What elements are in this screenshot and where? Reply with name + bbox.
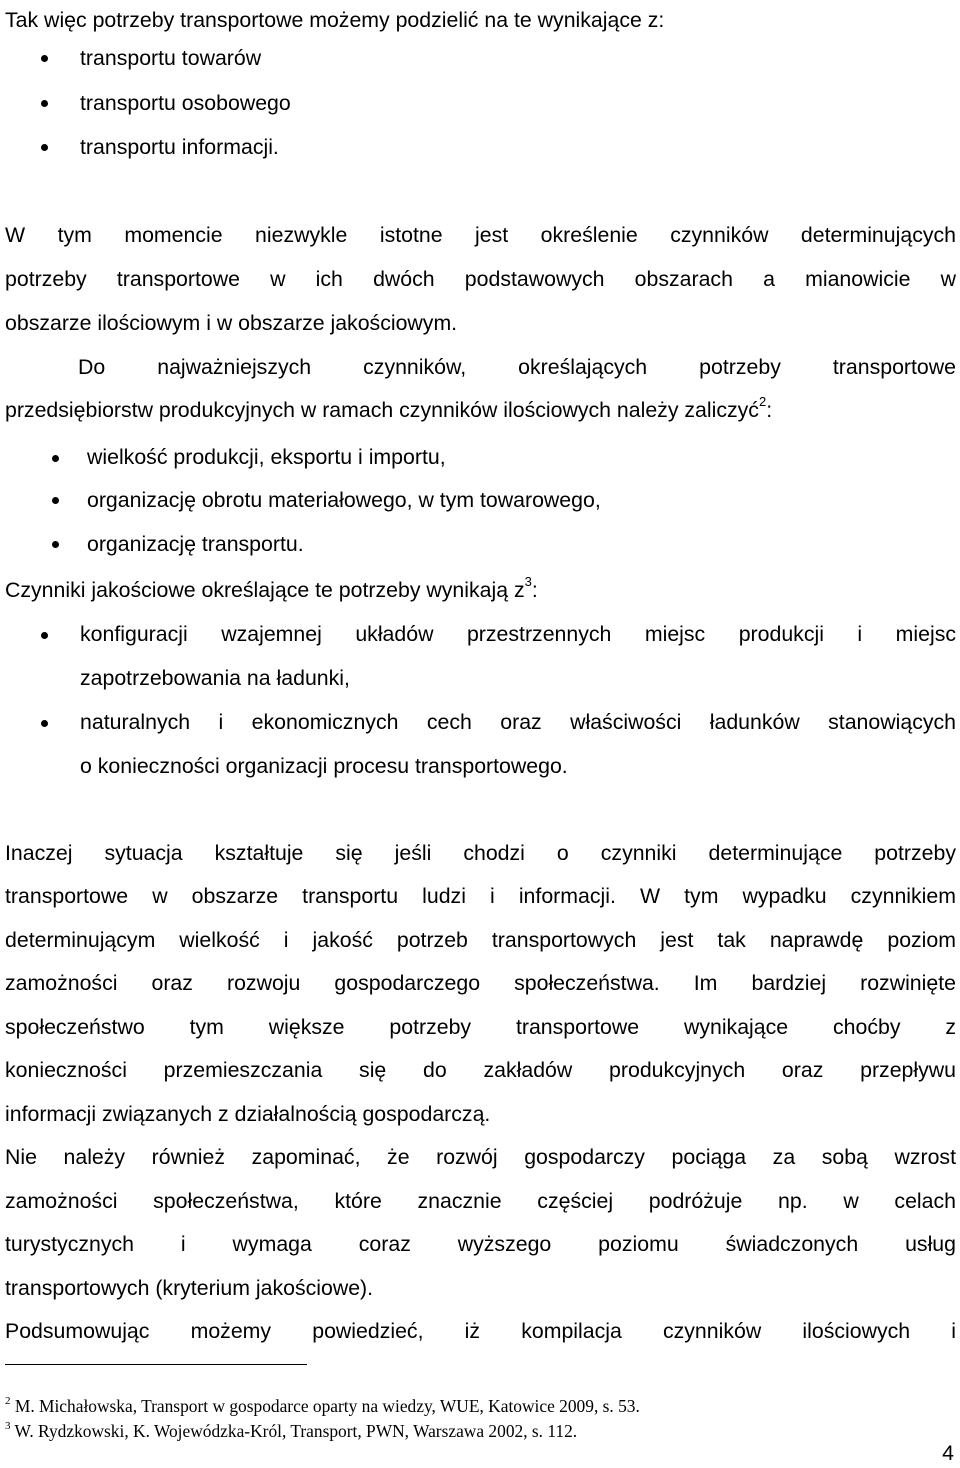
list-item: transportu osobowego xyxy=(80,91,291,115)
list-item: transportu towarów xyxy=(80,46,262,70)
bullet-icon xyxy=(52,455,59,462)
paragraph-line: turystycznych i wymaga coraz wyższego poziomu świadczonych usług xyxy=(5,1232,956,1256)
footnote: $^3$ W. Rydzkowski, K. Wojewódzka-Król, Transport, PWN, Warszawa 2002, s. 112. xyxy=(5,1419,578,1442)
paragraph-line: obszarze ilościowym i w obszarze jakościowym. xyxy=(5,311,458,335)
document-page xyxy=(5,0,956,1468)
list-item: wielkość produkcji, eksportu i importu, xyxy=(87,445,446,469)
paragraph-line: Do najważniejszych czynników, określających potrzeby transportowe xyxy=(78,355,956,379)
page-number: 4 xyxy=(942,1441,954,1465)
paragraph-line: Czynniki jakościowe określające te potrzeby wynikają $z^3$: xyxy=(5,573,538,602)
paragraph-line: transportowych (kryterium jakościowe). xyxy=(5,1276,374,1300)
list-item: transportu informacji. xyxy=(80,135,279,159)
paragraph-line: W tym momencie niezwykle istotne jest określenie czynników determinujących xyxy=(5,223,956,247)
list-item: organizację transportu. xyxy=(87,532,304,556)
list-item: naturalnych i ekonomicznych cech oraz właściwości ładunków stanowiących xyxy=(80,710,956,734)
footnote-divider xyxy=(5,1364,307,1365)
bullet-icon xyxy=(41,100,48,107)
list-item-continued: o konieczności organizacji procesu transportowego. xyxy=(80,754,568,778)
paragraph-line: Nie należy również zapominać, że rozwój gospodarczy pociąga za sobą wzrost xyxy=(5,1145,956,1169)
bullet-icon xyxy=(52,497,59,504)
list-item-continued: zapotrzebowania na ładunki, xyxy=(80,666,350,690)
paragraph-line: informacji związanych z działalnością gospodarczą. xyxy=(5,1102,491,1126)
bullet-icon xyxy=(41,55,48,62)
list-item: organizację obrotu materiałowego, w tym towarowego, xyxy=(87,488,601,512)
bullet-icon xyxy=(41,720,48,727)
footnote-ref[interactable]: 3 xyxy=(524,573,532,589)
paragraph-line: zamożności oraz rozwoju gospodarczego społeczeństwa. Im bardziej rozwinięte xyxy=(5,971,956,995)
paragraph-line: społeczeństwo tym większe potrzeby transportowe wynikające choćby z xyxy=(5,1015,956,1039)
list-item: konfiguracji wzajemnej układów przestrzennych miejsc produkcji i miejsc xyxy=(80,622,956,646)
paragraph-line: Inaczej sytuacja kształtuje się jeśli chodzi o czynniki determinujące potrzeby xyxy=(5,841,956,865)
intro-text: Tak więc potrzeby transportowe możemy podzielić na te wynikające z: xyxy=(5,8,665,32)
bullet-icon xyxy=(41,144,48,151)
bullet-icon xyxy=(41,632,48,639)
bullet-icon xyxy=(52,541,59,548)
paragraph-line: przedsiębiorstw produkcyjnych w ramach czynników ilościowych należy zaliczyć$^2$: xyxy=(5,393,773,422)
paragraph-line: potrzeby transportowe w ich dwóch podstawowych obszarach a mianowicie w xyxy=(5,267,956,291)
footnote-ref[interactable]: 2 xyxy=(758,393,767,409)
paragraph-line: konieczności przemieszczania się do zakładów produkcyjnych oraz przepływu xyxy=(5,1058,956,1082)
footnote: $^2$ M. Michałowska, Transport w gospodarce oparty na wiedzy, WUE, Katowice 2009, s. 53. xyxy=(5,1394,640,1417)
paragraph-line: determinującym wielkość i jakość potrzeb transportowych jest tak naprawdę poziom xyxy=(5,928,956,952)
paragraph-line: transportowe w obszarze transportu ludzi i informacji. W tym wypadku czynnikiem xyxy=(5,884,956,908)
paragraph-line: Podsumowując możemy powiedzieć, iż kompilacja czynników ilościowych i xyxy=(5,1319,956,1343)
paragraph-line: zamożności społeczeństwa, które znacznie częściej podróżuje np. w celach xyxy=(5,1189,956,1213)
